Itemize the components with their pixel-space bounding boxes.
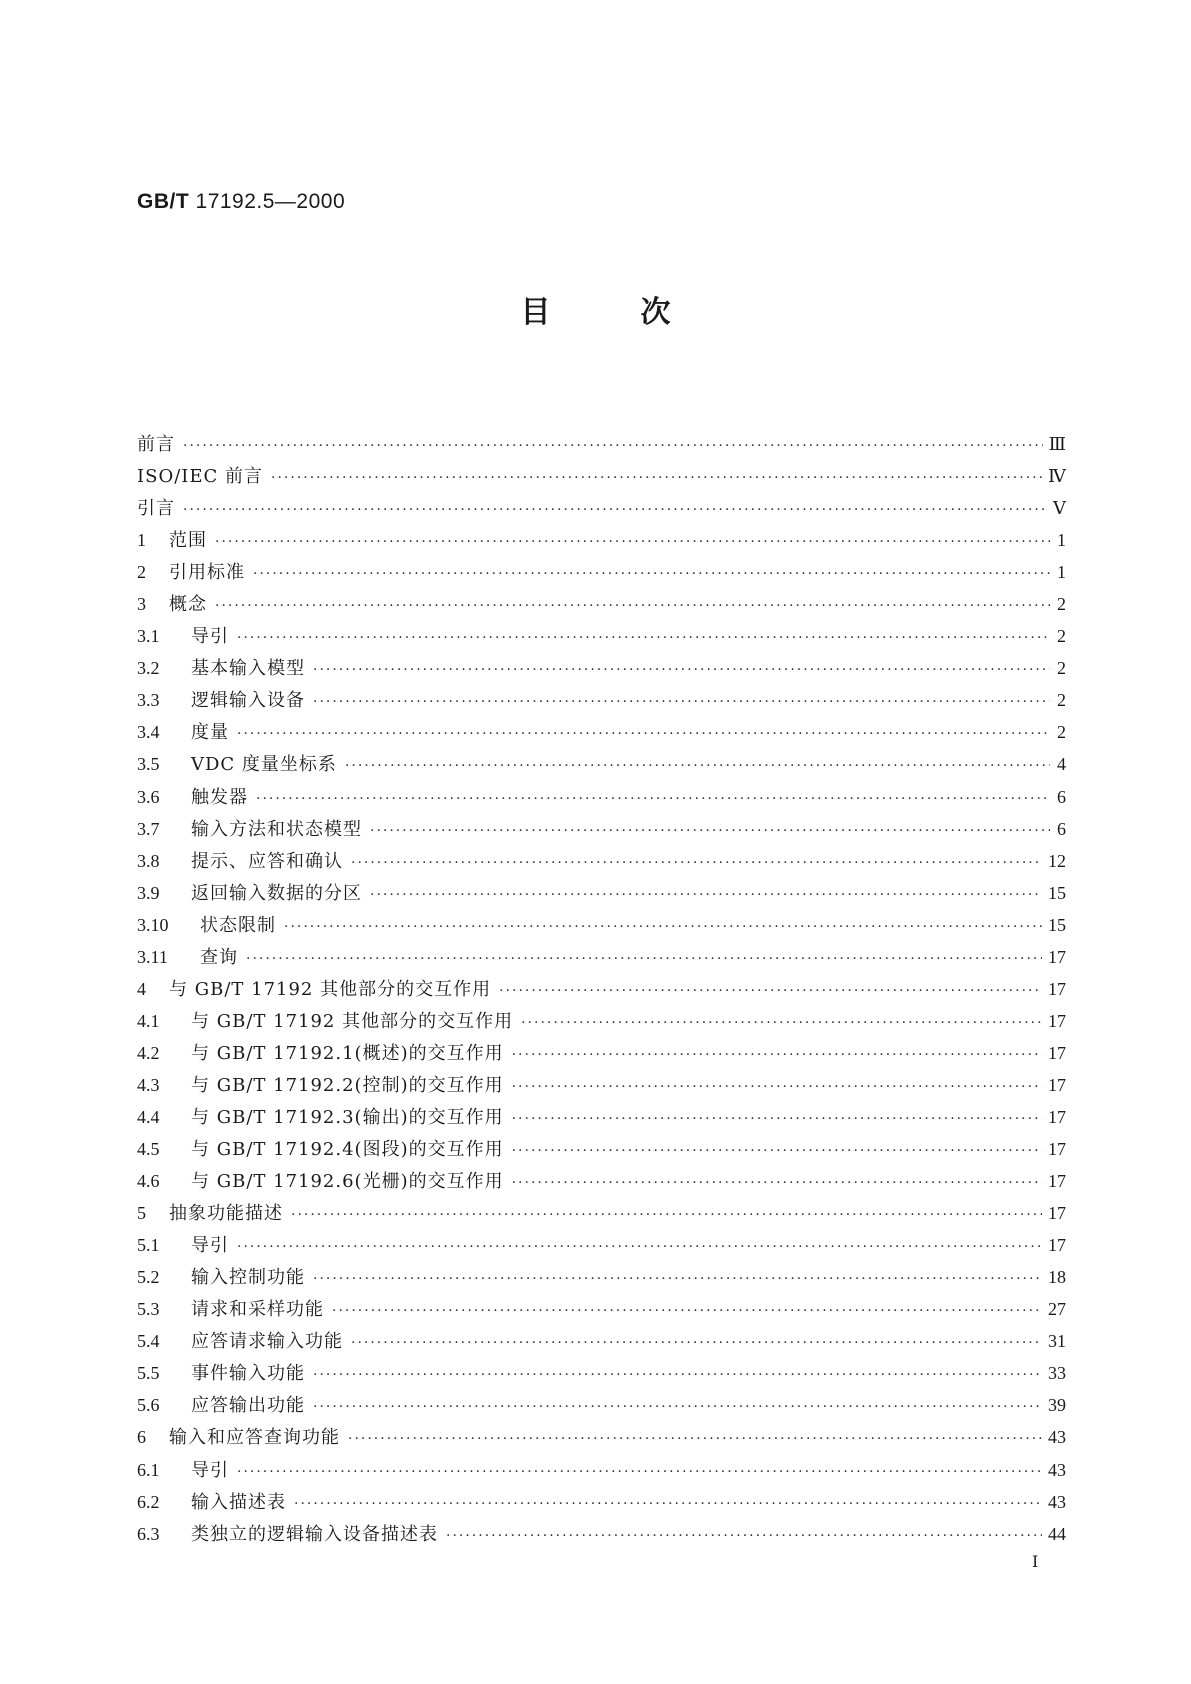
toc-entry-number: 4 bbox=[137, 978, 146, 999]
toc-entry[interactable] bbox=[137, 430, 1066, 462]
toc-dot-leader bbox=[291, 1207, 1042, 1223]
toc-dot-leader bbox=[313, 662, 1050, 678]
page-title bbox=[0, 287, 1191, 331]
toc-entry-page: Ⅲ bbox=[1048, 434, 1066, 454]
toc-entry[interactable] bbox=[137, 1263, 1066, 1295]
toc-entry[interactable] bbox=[137, 1295, 1066, 1327]
toc-dot-leader bbox=[284, 919, 1042, 935]
toc-dot-leader bbox=[246, 951, 1042, 967]
toc-entry[interactable] bbox=[137, 1391, 1066, 1423]
toc-entry[interactable] bbox=[137, 750, 1066, 782]
toc-entry-number: 4.4 bbox=[137, 1106, 160, 1127]
toc-dot-leader bbox=[253, 566, 1050, 582]
toc-entry[interactable] bbox=[137, 718, 1066, 750]
toc-dot-leader bbox=[348, 1431, 1042, 1447]
toc-entry-number: 4.2 bbox=[137, 1042, 160, 1063]
toc-entry[interactable] bbox=[137, 911, 1066, 943]
toc-entry-page: 17 bbox=[1048, 1139, 1066, 1160]
toc-entry-number: 1 bbox=[137, 530, 146, 551]
toc-entry[interactable] bbox=[137, 494, 1066, 526]
standard-prefix: GB/T bbox=[137, 190, 190, 213]
toc-entry-page: 43 bbox=[1048, 1427, 1066, 1448]
toc-entry[interactable] bbox=[137, 1520, 1066, 1552]
toc-entry[interactable] bbox=[137, 943, 1066, 975]
toc-dot-leader bbox=[237, 1239, 1042, 1255]
toc-entry-page: 17 bbox=[1048, 1106, 1066, 1127]
toc-entry-number: 3.2 bbox=[137, 658, 160, 679]
toc-entry-title: 前言 bbox=[137, 434, 175, 455]
toc-entry-title: 导引 bbox=[191, 1235, 229, 1257]
toc-entry-title: 引用标准 bbox=[169, 562, 245, 584]
toc-entry-page: 18 bbox=[1048, 1267, 1066, 1288]
toc-entry[interactable] bbox=[137, 975, 1066, 1007]
toc-entry-title: 应答请求输入功能 bbox=[191, 1331, 343, 1353]
toc-entry[interactable] bbox=[137, 1231, 1066, 1263]
toc-dot-leader bbox=[370, 823, 1050, 839]
toc-entry-page: 1 bbox=[1057, 530, 1066, 551]
toc-entry[interactable] bbox=[137, 686, 1066, 718]
toc-entry-title: 范围 bbox=[169, 530, 207, 552]
toc-entry-number: 3 bbox=[137, 594, 146, 615]
toc-entry-title: 导引 bbox=[191, 1459, 229, 1481]
toc-entry-page: 15 bbox=[1048, 914, 1066, 935]
toc-entry-number: 5.2 bbox=[137, 1267, 160, 1288]
toc-entry-title: 与 GB/T 17192.2(控制)的交互作用 bbox=[191, 1074, 504, 1096]
toc-dot-leader bbox=[521, 1015, 1042, 1031]
toc-dot-leader bbox=[351, 1335, 1042, 1351]
toc-entry[interactable] bbox=[137, 1456, 1066, 1488]
toc-entry-page: 2 bbox=[1057, 594, 1066, 615]
toc-entry[interactable] bbox=[137, 1071, 1066, 1103]
table-of-contents bbox=[137, 430, 1066, 1552]
page-title-char-1: 目 bbox=[520, 295, 551, 330]
toc-entry-number: 3.11 bbox=[137, 946, 168, 967]
toc-entry-number: 5.3 bbox=[137, 1299, 160, 1320]
toc-entry[interactable] bbox=[137, 847, 1066, 879]
toc-dot-leader bbox=[512, 1079, 1042, 1095]
toc-dot-leader bbox=[512, 1047, 1042, 1063]
page-title-char-2: 次 bbox=[640, 295, 671, 330]
toc-entry[interactable] bbox=[137, 1199, 1066, 1231]
toc-entry-number: 2 bbox=[137, 562, 146, 583]
toc-entry-page: 31 bbox=[1048, 1331, 1066, 1352]
toc-entry-title: 输入方法和状态模型 bbox=[191, 818, 362, 840]
toc-entry-number: 6 bbox=[137, 1427, 146, 1448]
toc-entry[interactable] bbox=[137, 622, 1066, 654]
toc-entry-title: 提示、应答和确认 bbox=[191, 850, 343, 872]
toc-entry-number: 4.6 bbox=[137, 1171, 160, 1192]
toc-entry[interactable] bbox=[137, 1167, 1066, 1199]
toc-dot-leader bbox=[370, 887, 1042, 903]
toc-entry-page: 17 bbox=[1048, 1235, 1066, 1256]
toc-entry-title: 触发器 bbox=[191, 786, 248, 808]
toc-dot-leader bbox=[237, 726, 1050, 742]
toc-entry-page: Ⅴ bbox=[1053, 498, 1066, 519]
toc-entry-number: 5 bbox=[137, 1203, 146, 1224]
toc-entry-page: 44 bbox=[1048, 1523, 1066, 1544]
toc-entry-page: 17 bbox=[1048, 978, 1066, 999]
toc-entry-title: 基本输入模型 bbox=[191, 658, 305, 680]
toc-entry[interactable] bbox=[137, 1039, 1066, 1071]
toc-entry-page: 2 bbox=[1057, 722, 1066, 743]
toc-entry-number: 6.3 bbox=[137, 1523, 160, 1544]
toc-entry-page: 4 bbox=[1057, 754, 1066, 775]
toc-entry-title: 与 GB/T 17192.3(输出)的交互作用 bbox=[191, 1106, 504, 1128]
toc-entry-page: 17 bbox=[1048, 1042, 1066, 1063]
toc-entry-number: 5.1 bbox=[137, 1235, 160, 1256]
toc-entry[interactable] bbox=[137, 558, 1066, 590]
toc-entry-page: Ⅳ bbox=[1048, 466, 1066, 487]
toc-entry-page: 2 bbox=[1057, 658, 1066, 679]
toc-entry-title: 与 GB/T 17192.6(光栅)的交互作用 bbox=[191, 1171, 504, 1193]
toc-entry-page: 15 bbox=[1048, 882, 1066, 903]
toc-entry-title: 与 GB/T 17192 其他部分的交互作用 bbox=[191, 1010, 514, 1032]
toc-entry[interactable] bbox=[137, 1359, 1066, 1391]
toc-entry-title: 输入和应答查询功能 bbox=[169, 1427, 340, 1449]
toc-entry-page: 2 bbox=[1057, 690, 1066, 711]
page-number: Ⅰ bbox=[1032, 1554, 1039, 1571]
toc-entry-title: 度量 bbox=[191, 722, 229, 744]
toc-entry-number: 6.1 bbox=[137, 1459, 160, 1480]
toc-entry[interactable] bbox=[137, 1488, 1066, 1520]
toc-dot-leader bbox=[183, 438, 1043, 454]
toc-entry-page: 6 bbox=[1057, 818, 1066, 839]
toc-entry-title: 与 GB/T 17192.1(概述)的交互作用 bbox=[191, 1042, 504, 1064]
toc-dot-leader bbox=[512, 1143, 1042, 1159]
toc-dot-leader bbox=[313, 1367, 1042, 1383]
toc-entry-number: 3.9 bbox=[137, 882, 160, 903]
toc-dot-leader bbox=[446, 1528, 1042, 1544]
toc-entry[interactable] bbox=[137, 1135, 1066, 1167]
toc-entry-page: 43 bbox=[1048, 1459, 1066, 1480]
toc-entry-page: 39 bbox=[1048, 1395, 1066, 1416]
toc-entry-title: 导引 bbox=[191, 626, 229, 648]
toc-dot-leader bbox=[237, 630, 1050, 646]
toc-entry-number: 6.2 bbox=[137, 1491, 160, 1512]
toc-dot-leader bbox=[294, 1496, 1042, 1512]
toc-dot-leader bbox=[215, 534, 1050, 550]
toc-entry-page: 17 bbox=[1048, 1203, 1066, 1224]
toc-entry-number: 3.3 bbox=[137, 690, 160, 711]
toc-entry-page: 12 bbox=[1048, 850, 1066, 871]
toc-entry-title: 类独立的逻辑输入设备描述表 bbox=[191, 1523, 438, 1545]
toc-entry[interactable] bbox=[137, 1103, 1066, 1135]
toc-entry-number: 4.3 bbox=[137, 1074, 160, 1095]
toc-entry-number: 3.5 bbox=[137, 754, 160, 775]
toc-entry-number: 5.5 bbox=[137, 1363, 160, 1384]
toc-dot-leader bbox=[237, 1464, 1042, 1480]
toc-entry[interactable] bbox=[137, 526, 1066, 558]
toc-entry-page: 2 bbox=[1057, 626, 1066, 647]
toc-entry-page: 17 bbox=[1048, 1074, 1066, 1095]
toc-entry-page: 6 bbox=[1057, 786, 1066, 807]
toc-dot-leader bbox=[345, 758, 1050, 774]
toc-entry[interactable] bbox=[137, 815, 1066, 847]
toc-entry-number: 3.7 bbox=[137, 818, 160, 839]
toc-dot-leader bbox=[313, 1399, 1042, 1415]
toc-dot-leader bbox=[499, 983, 1042, 999]
toc-entry-title: 引言 bbox=[137, 498, 175, 520]
toc-dot-leader bbox=[332, 1303, 1042, 1319]
toc-entry-number: 3.4 bbox=[137, 722, 160, 743]
toc-entry-page: 27 bbox=[1048, 1299, 1066, 1320]
toc-entry-title: 事件输入功能 bbox=[191, 1363, 305, 1385]
toc-entry[interactable] bbox=[137, 1007, 1066, 1039]
toc-entry-page: 17 bbox=[1048, 1010, 1066, 1031]
toc-entry-title: VDC 度量坐标系 bbox=[191, 754, 337, 776]
toc-dot-leader bbox=[271, 470, 1042, 486]
toc-entry-title: 概念 bbox=[169, 594, 207, 616]
toc-entry[interactable] bbox=[137, 1327, 1066, 1359]
toc-entry-title: 输入描述表 bbox=[191, 1491, 286, 1513]
toc-entry-title: 状态限制 bbox=[200, 914, 276, 936]
toc-dot-leader bbox=[351, 855, 1042, 871]
toc-entry-page: 1 bbox=[1057, 562, 1066, 583]
toc-entry-title: 请求和采样功能 bbox=[191, 1299, 324, 1321]
toc-dot-leader bbox=[512, 1111, 1042, 1127]
toc-entry-number: 3.8 bbox=[137, 850, 160, 871]
toc-entry-number: 3.6 bbox=[137, 786, 160, 807]
toc-entry-number: 4.1 bbox=[137, 1010, 160, 1031]
toc-entry-title: 与 GB/T 17192.4(图段)的交互作用 bbox=[191, 1139, 504, 1161]
toc-entry[interactable] bbox=[137, 590, 1066, 622]
toc-entry[interactable] bbox=[137, 879, 1066, 911]
toc-dot-leader bbox=[183, 502, 1047, 518]
toc-entry[interactable] bbox=[137, 783, 1066, 815]
toc-entry-page: 17 bbox=[1048, 946, 1066, 967]
toc-entry-number: 5.4 bbox=[137, 1331, 160, 1352]
standard-code bbox=[137, 190, 345, 214]
toc-dot-leader bbox=[313, 694, 1050, 710]
toc-entry-title: 与 GB/T 17192 其他部分的交互作用 bbox=[169, 978, 492, 1000]
toc-entry-number: 5.6 bbox=[137, 1395, 160, 1416]
toc-dot-leader bbox=[256, 791, 1050, 807]
toc-entry-number: 3.10 bbox=[137, 914, 169, 935]
toc-entry-number: 3.1 bbox=[137, 626, 160, 647]
toc-entry-title: 逻辑输入设备 bbox=[191, 690, 305, 712]
toc-dot-leader bbox=[512, 1175, 1042, 1191]
toc-dot-leader bbox=[215, 598, 1050, 614]
toc-entry-title: 返回输入数据的分区 bbox=[191, 882, 362, 904]
toc-entry-title: 输入控制功能 bbox=[191, 1267, 305, 1289]
toc-entry-title: ISO/IEC 前言 bbox=[137, 466, 264, 488]
toc-entry-number: 4.5 bbox=[137, 1139, 160, 1160]
toc-entry-page: 33 bbox=[1048, 1363, 1066, 1384]
toc-entry[interactable] bbox=[137, 1423, 1066, 1455]
toc-entry-title: 抽象功能描述 bbox=[169, 1203, 283, 1225]
toc-dot-leader bbox=[313, 1271, 1042, 1287]
toc-entry-page: 43 bbox=[1048, 1491, 1066, 1512]
toc-entry[interactable] bbox=[137, 462, 1066, 494]
toc-entry-page: 17 bbox=[1048, 1171, 1066, 1192]
toc-entry-title: 应答输出功能 bbox=[191, 1395, 305, 1417]
toc-entry-title: 查询 bbox=[200, 946, 238, 968]
toc-entry[interactable] bbox=[137, 654, 1066, 686]
standard-number: 17192.5—2000 bbox=[195, 190, 346, 213]
